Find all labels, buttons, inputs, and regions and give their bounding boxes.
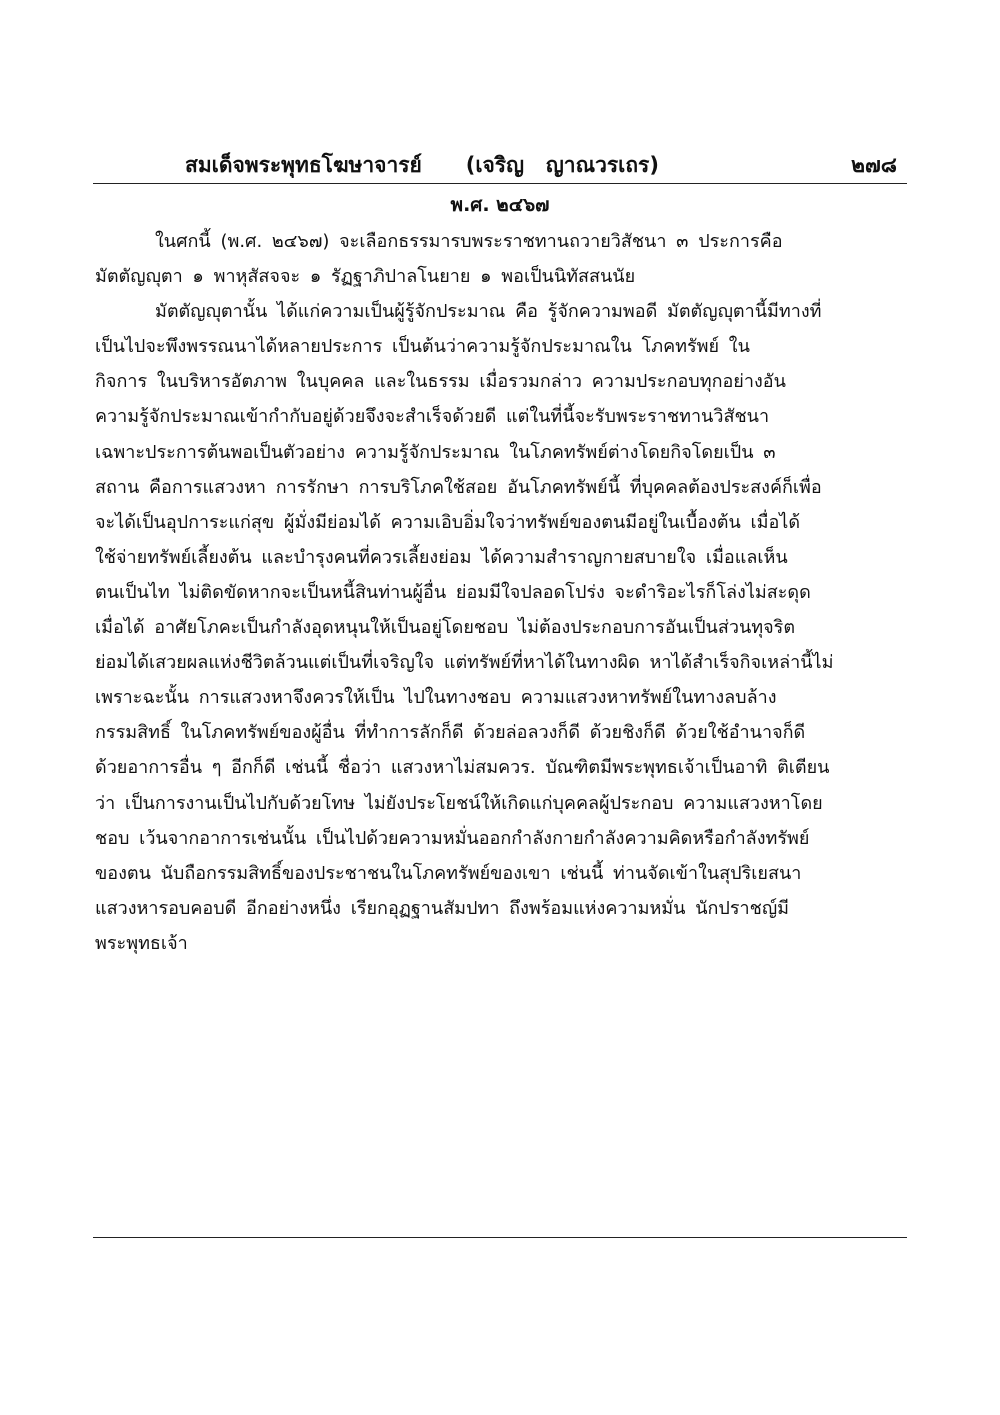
body-line: ด้วยอาการอื่น ๆ อีกก็ดี เช่นนี้ ชื่อว่า แสวงหาไม่สมควร. บัณฑิตมีพระพุทธเจ้าเป็นอาทิ ติเตียน: [95, 757, 830, 779]
header-title: สมเด็จพระพุทธโฆษาจารย์ (เจริญ ญาณวรเถร): [185, 153, 659, 177]
body-line: ตนเป็นไท ไม่ติดขัดหากจะเป็นหนี้สินท่านผู้อื่น ย่อมมีใจปลอดโปร่ง จะดำริอะไรก็โล่งไม่สะดุด: [95, 581, 811, 603]
body-line: จะได้เป็นอุปการะแก่สุข ผู้มั่งมีย่อมได้ ความเอิบอิ่มใจว่าทรัพย์ของตนมีอยู่ในเบื้องต้น เมื่อได้: [95, 511, 801, 533]
body-line: เพราะฉะนั้น การแสวงหาจึงควรให้เป็น ไปในทางชอบ ความแสวงหาทรัพย์ในทางลบล้าง: [95, 687, 777, 709]
header-divider: [93, 183, 907, 184]
body-line: ว่า เป็นการงานเป็นไปกับด้วยโทษ ไม่ยังประโยชน์ให้เกิดแก่บุคคลผู้ประกอบ ความแสวงหาโดย: [95, 792, 823, 814]
running-header: [93, 143, 907, 183]
body-line: มัตตัญญุตา ๑ พาหุสัสจจะ ๑ รัฏฐาภิปาลโนยาย ๑ พอเป็นนิทัสสนนัย: [95, 266, 636, 288]
body-line: พระพุทธเจ้า: [95, 932, 188, 954]
body-line: มัตตัญญุตานั้น ได้แก่ความเป็นผู้รู้จักประมาณ คือ รู้จักความพอดี มัตตัญญุตานี้มีทางที่: [155, 301, 822, 323]
body-line: เมื่อได้ อาศัยโภคะเป็นกำลังอุดหนุนให้เป็นอยู่โดยชอบ ไม่ต้องประกอบการอันเป็นส่วนทุจริต: [95, 617, 796, 639]
body-line: สถาน คือการแสวงหา การรักษา การบริโภคใช้สอย อันโภคทรัพย์นี้ ที่บุคคลต้องประสงค์ก็เพื่อ: [95, 476, 822, 498]
body-line: ในศกนี้ (พ.ศ. ๒๔๖๗) จะเลือกธรรมารบพระราชทานถวายวิสัชนา ๓ ประการคือ: [155, 231, 783, 252]
body-line: แสวงหารอบคอบดี อีกอย่างหนึ่ง เรียกอุฏฐานสัมปทา ถึงพร้อมแห่งความหมั่น นักปราชญ์มี: [95, 897, 790, 919]
body-line: ย่อมได้เสวยผลแห่งชีวิตล้วนแต่เป็นที่เจริญใจ แต่ทรัพย์ที่หาได้ในทางผิด หาได้สำเร็จกิจเหล่านี้ไม่: [95, 652, 834, 674]
body-line: ใช้จ่ายทรัพย์เลี้ยงต้น และบำรุงคนที่ควรเลี้ยงย่อม ได้ความสำราญกายสบายใจ เมื่อแลเห็น: [95, 546, 788, 568]
body-line: กิจการ ในบริหารอัตภาพ ในบุคคล และในธรรม เมื่อรวมกล่าว ความประกอบทุกอย่างอัน: [95, 371, 786, 393]
body-line: เฉพาะประการต้นพอเป็นตัวอย่าง ความรู้จักประมาณ ในโภคทรัพย์ต่างโดยกิจโดยเป็น ๓: [95, 441, 776, 463]
body-line: กรรมสิทธิ์ ในโภคทรัพย์ของผู้อื่น ที่ทำการลักก็ดี ด้วยล่อลวงก็ดี ด้วยชิงก็ดี ด้วยใช้อำนาจก็ดี: [95, 722, 806, 744]
body-line: ชอบ เว้นจากอาการเช่นนั้น เป็นไปด้วยความหมั่นออกกำลังกายกำลังความคิดหรือกำลังทรัพย์: [95, 827, 810, 849]
year-heading: พ.ศ. ๒๔๖๗: [450, 194, 550, 216]
body-line: ความรู้จักประมาณเข้ากำกับอยู่ด้วยจึงจะสำเร็จด้วยดี แต่ในที่นี้จะรับพระราชทานวิสัชนา: [95, 406, 770, 428]
body-line: เป็นไปจะพึงพรรณนาได้หลายประการ เป็นต้นว่าความรู้จักประมาณใน โภคทรัพย์ ใน: [95, 336, 750, 358]
body-text: [95, 224, 905, 961]
body-line: ของตน นับถือกรรมสิทธิ์ของประชาชนในโภคทรัพย์ของเขา เช่นนี้ ท่านจัดเข้าในสุปริเยสนา: [95, 862, 802, 884]
footer-divider: [93, 1237, 907, 1238]
page-number: ๒๗๘: [851, 153, 897, 177]
